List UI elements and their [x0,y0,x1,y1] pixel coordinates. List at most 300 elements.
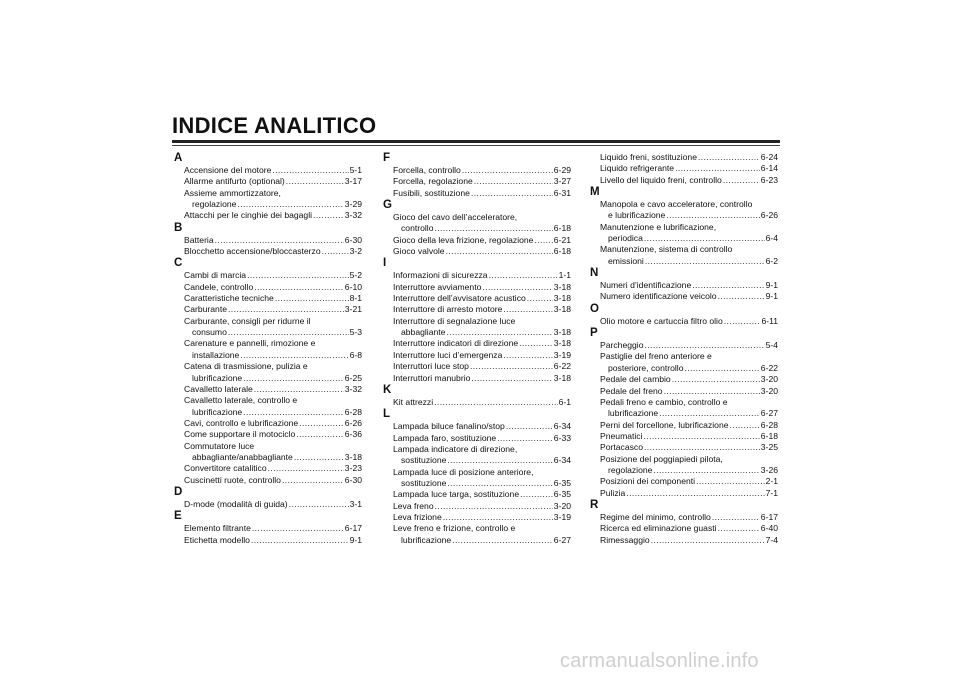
index-entry-text: Informazioni di sicurezza [393,270,488,281]
page-reference: 3-26 [760,464,778,475]
index-entry-text: Cavi, controllo e lubrificazione [184,417,299,428]
index-entry [174,463,362,474]
page-reference: 5-2 [349,270,362,281]
index-entry-text: Gioco della leva frizione, regolazione [393,234,534,245]
index-entry [383,523,571,546]
page-reference: 3-18 [553,327,571,338]
page-reference: 6-8 [349,349,362,360]
index-entry-text: controllo [401,223,434,234]
index-entry [174,270,362,281]
index-letter-heading: I [383,257,387,270]
page-reference: 3-19 [553,349,571,360]
index-entry [590,291,778,302]
index-entry-text: Carenature e pannelli, rimozione e [184,338,316,349]
index-entry [590,442,778,453]
page-reference: 6-10 [344,281,362,292]
index-letter-heading: C [174,257,183,270]
page-reference: 7-1 [765,487,778,498]
dot-leader [294,452,344,463]
index-entry [383,467,571,490]
index-entry-text: Forcella, regolazione [393,176,473,187]
page-reference: 5-1 [349,165,362,175]
dot-leader [653,465,759,476]
index-entry [383,444,571,467]
index-entry-text: Interruttore di segnalazione luce [393,315,516,326]
index-entry-text: Perni del forcellone, lubrificazione [600,419,729,430]
page-reference: 3-18 [344,451,362,462]
index-entry [174,535,362,546]
index-entry [590,431,778,442]
dot-leader [435,501,553,512]
index-entry-text: Accensione del motore [184,165,272,175]
index-entry [590,420,778,431]
index-entry [383,282,571,293]
index-entry [590,175,778,186]
page-reference: 6-35 [553,489,571,500]
page-reference: 6-17 [760,511,778,522]
index-entry-text: Allarme antifurto (optional) [184,176,285,187]
index-entry-text: Pedali freno e cambio, controllo e [600,396,728,407]
dot-leader [254,384,344,395]
dot-leader [252,523,344,534]
index-entry [383,373,571,384]
index-entry-text: Interruttore indicatori di direzione [393,338,519,349]
index-entry-text: Etichetta modello [184,534,250,545]
dot-leader [282,475,344,486]
index-entry [174,304,362,315]
index-entry-text: Carburante, consigli per ridurne il [184,315,311,326]
index-entry-text: Livello del liquido freni, controllo [600,174,722,185]
index-entry [383,165,571,176]
dot-leader [724,316,761,327]
dot-leader [644,233,765,244]
dot-leader [286,176,344,187]
index-entry-text: Candele, controllo [184,281,254,292]
index-letter-heading: M [590,186,600,199]
index-entry [174,395,362,418]
page-reference: 1-1 [558,270,571,281]
dot-leader [684,363,759,374]
index-entry-text: Interruttori luce stop [393,361,469,372]
dot-leader [664,386,760,397]
dot-leader [482,282,552,293]
dot-leader [215,235,344,246]
page-reference: 6-30 [344,234,362,245]
page-reference: 6-24 [760,152,778,162]
index-entry-text: Attacchi per le cinghie dei bagagli [184,210,313,221]
index-entry-text: Catena di trasmissione, pulizia e [184,361,308,372]
dot-leader [534,235,552,246]
dot-leader [446,327,552,338]
index-entry-text: Commutatore luce [184,440,255,451]
index-entry-text: lubrificazione [608,408,659,419]
index-entry [590,222,778,245]
dot-leader [626,488,764,499]
index-entry [174,293,362,304]
index-entry-text: Manutenzione e lubrificazione, [600,221,717,232]
index-entry-text: sostituzione [401,477,447,488]
index-entry [590,386,778,397]
page-reference: 6-40 [760,523,778,534]
dot-leader [251,535,349,546]
index-entry-text: lubrificazione [192,372,243,383]
dot-leader [446,246,553,257]
page-reference: 3-17 [344,176,362,187]
dot-leader [659,408,760,419]
dot-leader [698,152,760,163]
dot-leader [296,429,344,440]
page-reference: 6-26 [344,417,362,428]
index-entry [174,499,362,510]
dot-leader [718,291,765,302]
index-entry [383,176,571,187]
page-reference: 3-29 [344,199,362,210]
index-entry-text: Lampada luce di posizione anteriore, [393,466,534,477]
dot-leader [644,431,760,442]
index-entry-text: Carburante [184,304,227,315]
page-reference: 6-31 [553,187,571,198]
dot-leader [471,373,552,384]
index-entry [383,316,571,339]
page-reference: 3-1 [349,498,362,509]
dot-leader [503,304,552,315]
page-reference: 6-22 [760,362,778,373]
index-entry-text: Liquido freni, sostituzione [600,152,697,162]
page-reference: 6-18 [553,223,571,234]
dot-leader [254,282,344,293]
index-entry [174,523,362,534]
page-reference: 3-18 [553,372,571,383]
dot-leader [243,407,344,418]
page-reference: 3-20 [760,385,778,396]
page-reference: 6-11 [761,315,778,326]
index-entry-text: Pulizia [600,487,626,498]
index-entry [174,165,362,176]
index-entry-text: Caratteristiche tecniche [184,293,274,304]
index-column-2 [383,152,571,546]
index-entry-text: Regime del minimo, controllo [600,511,711,522]
dot-leader [289,499,349,510]
dot-leader [474,176,553,187]
dot-leader [503,350,552,361]
dot-leader [519,338,553,349]
index-entry-text: Portacasco [600,442,643,453]
index-entry-text: Parcheggio [600,340,644,351]
page-reference: 3-18 [553,293,571,304]
index-entry-text: Olio motore e cartuccia filtro olio [600,315,723,326]
dot-leader [322,246,349,257]
page-reference: 9-1 [765,280,778,291]
index-entry [590,454,778,477]
page-reference: 5-4 [765,340,778,351]
index-entry-text: emissioni [608,255,644,266]
dot-leader [718,523,760,534]
dot-leader [644,442,760,453]
dot-leader [489,270,558,281]
page-title: INDICE ANALITICO [172,113,377,138]
index-entry-text: Posizione del poggiapiedi pilota, [600,453,723,464]
index-entry [383,338,571,349]
index-entry-text: installazione [192,349,240,360]
index-entry-text: Blocchetto accensione/bloccasterzo [184,246,321,257]
page-reference: 6-29 [553,165,571,175]
dot-leader [462,165,553,176]
index-entry-text: Numeri d’identificazione [600,280,692,291]
index-entry-text: Batteria [184,234,214,245]
dot-leader [434,223,552,234]
page-reference: 6-17 [344,523,362,534]
dot-leader [447,455,552,466]
dot-leader [675,163,760,174]
index-letter-heading: F [383,152,391,164]
page-reference: 6-1 [558,396,571,407]
page-reference: 7-4 [765,534,778,545]
index-entry-text: periodica [608,233,643,244]
index-entry [590,340,778,351]
index-entry [383,361,571,372]
index-letter-heading: E [174,510,182,523]
index-entry [590,351,778,374]
index-entry-text: Cavalletto laterale, controllo e [184,395,298,406]
index-entry [174,235,362,246]
index-letter-heading: P [590,327,598,340]
page-reference: 6-4 [765,233,778,244]
page-reference: 6-25 [344,372,362,383]
index-letter-heading: A [174,152,183,164]
page-reference: 3-18 [553,281,571,292]
page-reference: 3-25 [760,442,778,453]
index-entry-text: abbagliante [401,327,446,338]
index-entry [174,210,362,221]
page-reference: 3-23 [344,463,362,474]
page-reference: 6-14 [760,163,778,174]
index-entry [174,282,362,293]
index-entry-text: sostituzione [401,455,447,466]
index-entry-text: posteriore, controllo [608,362,684,373]
index-entry-text: Interruttori manubrio [393,372,471,383]
index-entry-text: Pedale del cambio [600,374,671,385]
dot-leader [506,421,553,432]
index-entry-text: Manopola e cavo acceleratore, controllo [600,199,753,210]
index-entry [590,535,778,546]
page-reference: 6-22 [553,361,571,372]
index-entry-text: Assieme ammortizzatore, [184,187,281,198]
page-reference: 3-2 [349,246,362,257]
page-reference: 9-1 [349,534,362,545]
index-entry-text: Cambi di marcia [184,270,247,281]
dot-leader [723,175,760,186]
dot-leader [712,512,760,523]
index-entry [590,244,778,267]
dot-leader [452,535,553,546]
index-entry-text: Leve freno e frizione, controllo e [393,523,516,534]
watermark: carmanualsonline.info [560,650,759,672]
page-reference: 6-34 [553,421,571,432]
index-entry [383,212,571,235]
dot-leader [730,420,760,431]
index-entry [174,418,362,429]
index-entry [383,501,571,512]
index-entry-text: Gioco del cavo dell’acceleratore, [393,212,518,223]
dot-leader [527,293,553,304]
page-reference: 6-23 [760,174,778,185]
index-entry [590,374,778,385]
index-entry-text: regolazione [608,464,653,475]
index-entry-text: Cavalletto laterale [184,383,253,394]
page-reference: 8-1 [349,293,362,304]
page-reference: 3-21 [344,304,362,315]
title-rule [172,140,780,143]
title-rule-thin [172,145,780,146]
page-reference: 6-33 [553,432,571,443]
index-entry [383,512,571,523]
index-entry-text: Cuscinetti ruote, controllo [184,474,281,485]
index-entry [383,293,571,304]
index-entry [174,316,362,339]
page-reference: 3-18 [553,338,571,349]
dot-leader [651,535,765,546]
page-reference: 3-32 [344,210,362,221]
page-reference: 6-34 [553,455,571,466]
dot-leader [443,512,553,523]
dot-leader [497,433,553,444]
index-entry-text: Lampada indicatore di direzione, [393,443,518,454]
index-entry-text: Leva freno [393,500,434,511]
index-entry [383,235,571,246]
index-entry-text: e lubrificazione [608,210,666,221]
dot-leader [243,373,344,384]
index-entry-text: Pedale del freno [600,385,663,396]
index-entry [383,433,571,444]
dot-leader [237,199,343,210]
dot-leader [696,476,765,487]
index-entry [590,512,778,523]
index-entry-text: D-mode (modalità di guida) [184,498,288,509]
index-entry-text: Leva frizione [393,511,442,522]
index-entry-text: lubrificazione [401,534,452,545]
index-entry-text: Elemento filtrante [184,523,251,534]
index-entry-text: Pneumatici [600,430,643,441]
dot-leader [272,165,348,176]
index-entry-text: abbagliante/anabbagliante [192,451,293,462]
index-entry [174,188,362,211]
index-entry [383,270,571,281]
index-letter-heading: O [590,302,599,315]
page-reference: 6-28 [344,406,362,417]
dot-leader [666,210,759,221]
index-entry [590,316,778,327]
index-entry [383,421,571,432]
index-entry-text: Interruttore di arresto motore [393,304,503,315]
page-reference: 6-30 [344,474,362,485]
index-entry [590,397,778,420]
index-entry-text: Kit attrezzi [393,396,434,407]
index-letter-heading: L [383,408,391,421]
index-entry [590,152,778,163]
index-entry-text: Fusibili, sostituzione [393,187,470,198]
index-entry [174,475,362,486]
dot-leader [434,397,557,408]
dot-leader [247,270,348,281]
index-entry-text: Posizioni dei componenti [600,476,696,487]
page-reference: 2-1 [765,476,778,487]
index-entry [174,338,362,361]
page-reference: 3-27 [553,176,571,187]
page-reference: 3-18 [553,304,571,315]
index-letter-heading: N [590,267,599,280]
index-entry-text: Interruttore dell’avvisatore acustico [393,293,526,304]
dot-leader [645,256,765,267]
index-entry-text: lubrificazione [192,406,243,417]
index-entry-text: Liquido refrigerante [600,163,675,174]
index-letter-heading: G [383,199,392,212]
index-entry [174,441,362,464]
index-entry [174,384,362,395]
index-entry [383,350,571,361]
dot-leader [228,327,349,338]
dot-leader [692,280,764,291]
index-entry-text: Pastiglie del freno anteriore e [600,351,712,362]
dot-leader [313,210,344,221]
page-reference: 3-19 [553,511,571,522]
page-reference: 6-35 [553,477,571,488]
index-entry-text: Convertitore catalitico [184,463,267,474]
index-entry [383,246,571,257]
dot-leader [672,374,760,385]
index-entry-text: consumo [192,327,227,338]
index-entry [383,397,571,408]
index-entry-text: Forcella, controllo [393,165,461,175]
page-reference: 6-27 [760,408,778,419]
index-entry [590,476,778,487]
index-entry-text: Interruttore avviamento [393,281,482,292]
page-reference: 3-20 [760,374,778,385]
page-reference: 6-26 [760,210,778,221]
index-column-3 [590,152,778,546]
index-entry [590,523,778,534]
index-entry-text: Lampada luce targa, sostituzione [393,489,520,500]
dot-leader [520,489,553,500]
dot-leader [644,340,764,351]
index-entry [590,199,778,222]
index-entry-text: Gioco valvole [393,246,445,257]
index-entry-text: Lampada faro, sostituzione [393,432,497,443]
dot-leader [228,304,344,315]
index-entry-text: regolazione [192,199,237,210]
index-letter-heading: R [590,498,599,511]
index-entry-text: Come supportare il motociclo [184,429,296,440]
dot-leader [470,361,553,372]
dot-leader [299,418,344,429]
page-reference: 5-3 [349,327,362,338]
page-reference: 6-18 [553,246,571,257]
index-entry-text: Rimessaggio [600,534,650,545]
page-reference: 6-21 [553,234,571,245]
index-entry [590,488,778,499]
index-entry [174,361,362,384]
index-entry [590,280,778,291]
index-entry [174,246,362,257]
dot-leader [268,463,344,474]
page-reference: 6-18 [760,430,778,441]
index-entry [174,429,362,440]
dot-leader [471,188,553,199]
page-reference: 6-36 [344,429,362,440]
dot-leader [240,350,348,361]
index-entry-text: Ricerca ed eliminazione guasti [600,523,717,534]
page-reference: 6-28 [760,419,778,430]
index-entry [174,176,362,187]
